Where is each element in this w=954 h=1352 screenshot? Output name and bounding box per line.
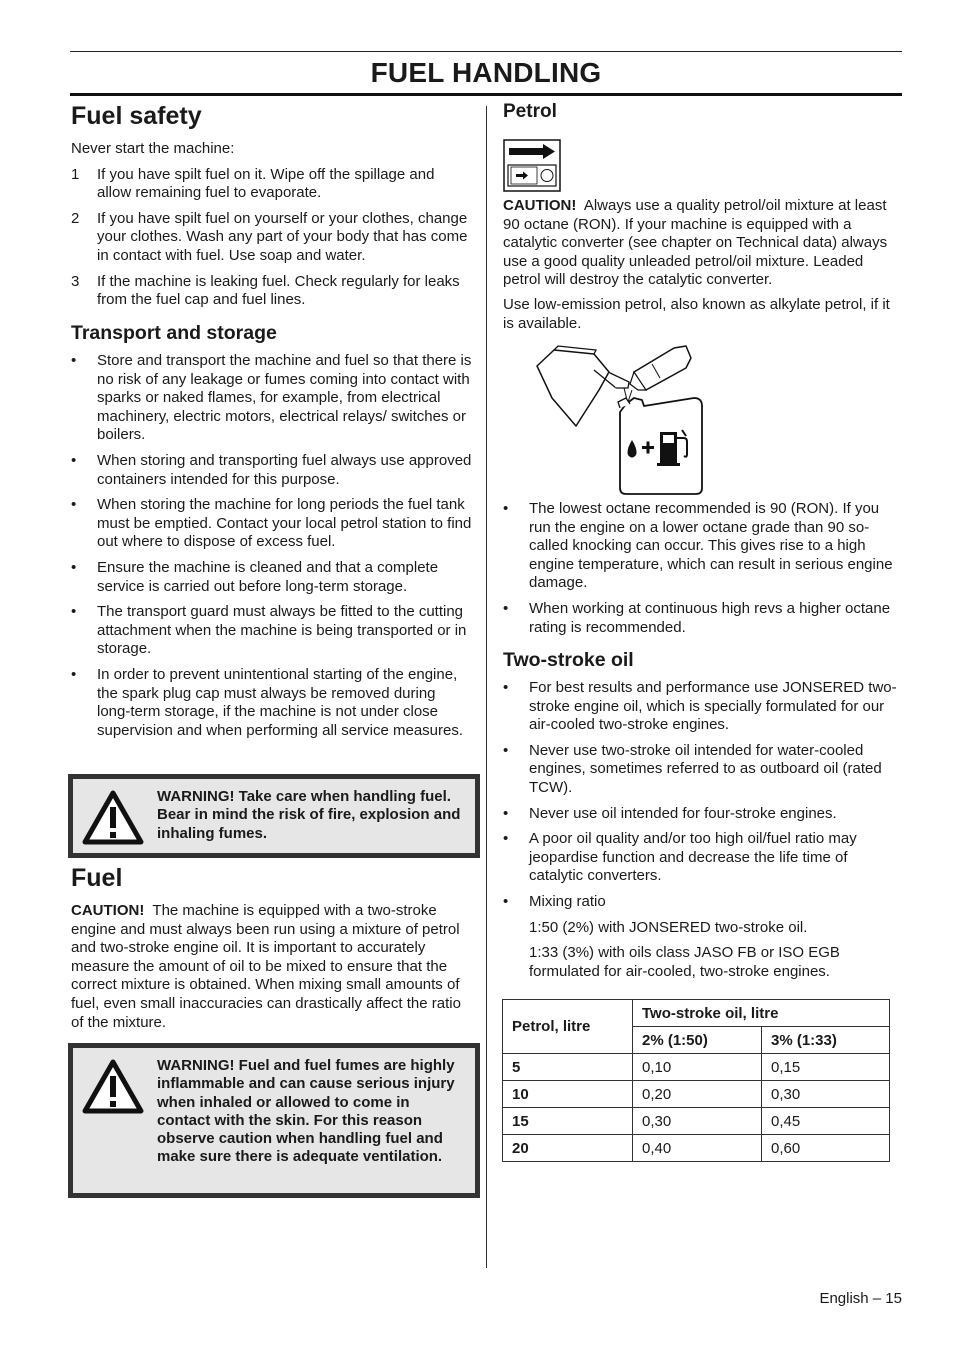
fuel-safety-section	[71, 101, 471, 317]
list-item: • The lowest octane recommended is 90 (RON). If you run the engine on a lower octane grade than 90 so-called knocking can occur. This gives rise to a high engine temperature, which can result in serious engine damage.	[503, 500, 893, 592]
warning-triangle-icon	[82, 1059, 144, 1115]
page-footer: English – 15	[819, 1290, 902, 1307]
list-item: • For best results and performance use JONSERED two-stroke engine oil, which is specially formulated for our air-cooled two-stroke engines.	[503, 679, 897, 734]
warning-text: WARNING! Take care when handling fuel. Bear in mind the risk of fire, explosion and inhaling fumes.	[157, 788, 461, 842]
list-item: • A poor oil quality and/or too high oil/fuel ratio may jeopardise function and decrease the life time of catalytic converters.	[503, 830, 857, 885]
table-subheader-3pct: 3% (1:33)	[762, 1027, 890, 1054]
top-rule	[70, 51, 902, 52]
two-stroke-oil-heading: Two-stroke oil	[503, 649, 634, 671]
list-item: 2 If you have spilt fuel on yourself or your clothes, change your clothes. Wash any part of your body that has come in contact with fuel. Use soap and water.	[71, 209, 468, 264]
table-row: 10 0,20 0,30	[503, 1081, 890, 1108]
octane-list	[503, 500, 903, 644]
fuel-section	[71, 863, 473, 1032]
fuel-symbol-icon	[503, 139, 561, 192]
table-row: 15 0,30 0,45	[503, 1108, 890, 1135]
list-item: 3 If the machine is leaking fuel. Check regularly for leaks from the fuel cap and fuel lines.	[71, 272, 460, 309]
low-emission-note: Use low-emission petrol, also known as alkylate petrol, if it is available.	[503, 295, 890, 332]
table-subheader-2pct: 2% (1:50)	[633, 1027, 762, 1054]
petrol-caution: CAUTION! Always use a quality petrol/oil mixture at least 90 octane (RON). If your machine is equipped with a catalytic converter (see chapter on Technical data) always use a good quality unleaded petrol/oil mixture. Leaded petrol will destroy the catalytic converter.	[503, 197, 888, 289]
fuel-mixing-illustration	[534, 342, 714, 496]
two-stroke-oil-section	[503, 648, 903, 981]
fuel-caution: CAUTION! The machine is equipped with a two-stroke engine and must always been run using a mixture of petrol and two-stroke engine oil. It is important to accurately measure the amount of oil to be mixed to ensure that the correct mixture is obtained. When mixing small amounts of fuel, even small inaccuracies can drastically affect the ratio of the mixture.	[71, 902, 461, 1031]
fuel-safety-heading: Fuel safety	[71, 102, 202, 130]
list-item: • Never use two-stroke oil intended for water-cooled engines, sometimes referred to as outboard oil (rated TCW).	[503, 741, 882, 796]
column-divider	[486, 106, 487, 1268]
list-item: • Store and transport the machine and fuel so that there is no risk of any leakage or fumes coming into contact with sparks or naked flames, for example, from electrical machinery, electric motors, electrical relays/ switches or boilers.	[71, 352, 472, 444]
transport-section	[71, 321, 473, 747]
warning-text: WARNING! Fuel and fuel fumes are highly inflammable and can cause serious injury when inhaled or allowed to come in contact with the skin. For this reason observe caution when handling fuel and make sure there is adequate ventilation.	[157, 1057, 455, 1166]
warning-box-fumes	[68, 1043, 480, 1198]
petrol-heading: Petrol	[503, 101, 557, 122]
warning-triangle-icon	[82, 790, 144, 846]
list-item: • When storing the machine for long periods the fuel tank must be emptied. Contact your local petrol station to find out where to dispose of excess fuel.	[71, 496, 472, 551]
list-item: • Never use oil intended for four-stroke engines.	[503, 804, 837, 822]
page-title: FUEL HANDLING	[370, 57, 602, 88]
transport-heading: Transport and storage	[71, 322, 277, 344]
ratio-jonsered: 1:50 (2%) with JONSERED two-stroke oil.	[529, 918, 808, 936]
table-header-oil: Two-stroke oil, litre	[633, 1000, 890, 1027]
list-item: • In order to prevent unintentional starting of the engine, the spark plug cap must always be removed during long-term storage, if the machine is not under close supervision and when performing all service measures.	[71, 665, 464, 739]
list-item: • When working at continuous high revs a higher octane rating is recommended.	[503, 599, 891, 636]
title-rule	[70, 93, 902, 96]
list-item: • Mixing ratio	[503, 892, 606, 910]
ratio-jaso: 1:33 (3%) with oils class JASO FB or ISO EGB formulated for air-cooled, two-stroke engines.	[529, 944, 840, 980]
list-item: 1 If you have spilt fuel on it. Wipe off the spillage and allow remaining fuel to evaporate.	[71, 165, 435, 202]
petrol-section	[503, 197, 903, 333]
fuel-heading: Fuel	[71, 864, 123, 892]
mixing-table	[502, 999, 890, 1162]
table-row: 20 0,40 0,60	[503, 1135, 890, 1162]
list-item: • The transport guard must always be fitted to the cutting attachment when the machine is being transported or in storage.	[71, 603, 467, 658]
list-item: • When storing and transporting fuel always use approved containers intended for this purpose.	[71, 451, 472, 488]
list-item: • Ensure the machine is cleaned and that a complete service is carried out before long-term storage.	[71, 558, 439, 595]
fuel-safety-intro: Never start the machine:	[71, 140, 235, 157]
table-header-petrol: Petrol, litre	[503, 1000, 633, 1054]
warning-box-handling	[68, 774, 480, 858]
table-row: 5 0,10 0,15	[503, 1054, 890, 1081]
